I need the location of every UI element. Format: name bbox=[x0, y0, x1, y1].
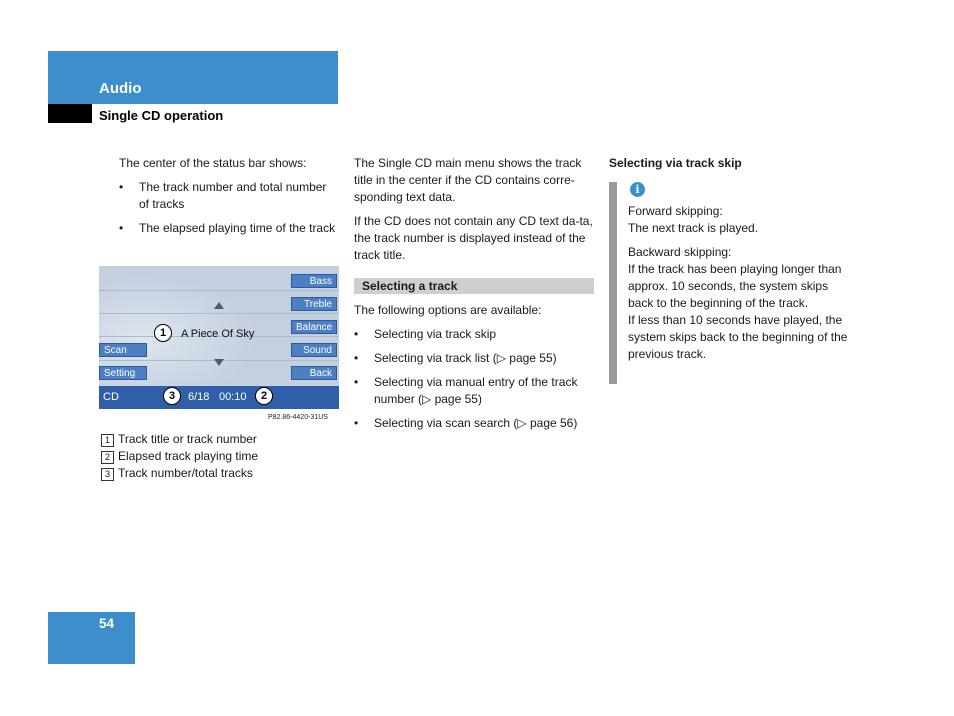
bass-button: Bass bbox=[291, 274, 337, 288]
up-arrow-icon bbox=[214, 302, 224, 309]
selecting-track-heading: Selecting a track bbox=[354, 278, 594, 294]
legend-item: 3 Track number/total tracks bbox=[101, 465, 341, 482]
treble-button: Treble bbox=[291, 297, 337, 311]
down-arrow-icon bbox=[214, 359, 224, 366]
section-title: Audio bbox=[99, 80, 142, 97]
options-list bbox=[354, 326, 594, 432]
section-tab-marker bbox=[48, 104, 92, 123]
options-intro: The following options are available: bbox=[354, 303, 542, 317]
figure-legend bbox=[101, 431, 341, 482]
list-item: • The elapsed playing time of the track bbox=[119, 221, 336, 235]
track-title: A Piece Of Sky bbox=[181, 328, 255, 340]
backward-text-1: If the track has been playing longer than approx. 10 seconds, the system skips back to the beginning of the track. bbox=[628, 262, 842, 310]
list-item: • The track number and total number of tracks bbox=[119, 180, 327, 211]
callout-3: 3 bbox=[163, 387, 181, 405]
page-number: 54 bbox=[99, 616, 115, 631]
status-bar-list bbox=[119, 179, 339, 237]
scan-button: Scan bbox=[99, 343, 147, 357]
note-sidebar bbox=[609, 182, 617, 384]
forward-text: The next track is played. bbox=[628, 221, 759, 235]
status-bar bbox=[99, 386, 339, 409]
cd-screen-figure bbox=[99, 266, 339, 409]
column-1 bbox=[119, 155, 339, 244]
setting-button: Setting bbox=[99, 366, 147, 380]
balance-button: Balance bbox=[291, 320, 337, 334]
figure-code: P82.86-4420-31US bbox=[268, 414, 328, 421]
track-skip-heading: Selecting via track skip bbox=[609, 156, 742, 170]
backward-label: Backward skipping: bbox=[628, 245, 732, 259]
status-source: CD bbox=[103, 391, 119, 403]
info-note bbox=[628, 182, 856, 363]
legend-item: 1 Track title or track number bbox=[101, 431, 341, 448]
column-2 bbox=[354, 155, 594, 439]
callout-2: 2 bbox=[255, 387, 273, 405]
sound-button: Sound bbox=[291, 343, 337, 357]
backward-text-2: If less than 10 seconds have played, the system skips back to the beginning of the previous track. bbox=[628, 313, 848, 361]
subsection-title: Single CD operation bbox=[99, 108, 224, 123]
list-item: • Selecting via scan search (▷ page 56) bbox=[354, 416, 578, 430]
no-cd-text-paragraph: If the CD does not contain any CD text da-ta, the track number is displayed instead of the track title. bbox=[354, 214, 593, 262]
status-bar-intro: The center of the status bar shows: bbox=[119, 156, 307, 170]
back-button: Back bbox=[291, 366, 337, 380]
page-number-box bbox=[48, 612, 135, 664]
status-time: 00:10 bbox=[219, 391, 247, 403]
list-item: • Selecting via manual entry of the track number (▷ page 55) bbox=[354, 375, 578, 406]
list-item: • Selecting via track list (▷ page 55) bbox=[354, 351, 557, 365]
main-menu-paragraph: The Single CD main menu shows the track title in the center if the CD contains corre-sponding text data. bbox=[354, 156, 582, 204]
column-3 bbox=[609, 155, 849, 172]
status-track: 6/18 bbox=[188, 391, 210, 403]
callout-1: 1 bbox=[154, 324, 172, 342]
list-item: • Selecting via track skip bbox=[354, 327, 497, 341]
legend-item: 2 Elapsed track playing time bbox=[101, 448, 341, 465]
info-icon: i bbox=[630, 182, 645, 197]
forward-label: Forward skipping: bbox=[628, 204, 723, 218]
header-band bbox=[48, 51, 338, 104]
